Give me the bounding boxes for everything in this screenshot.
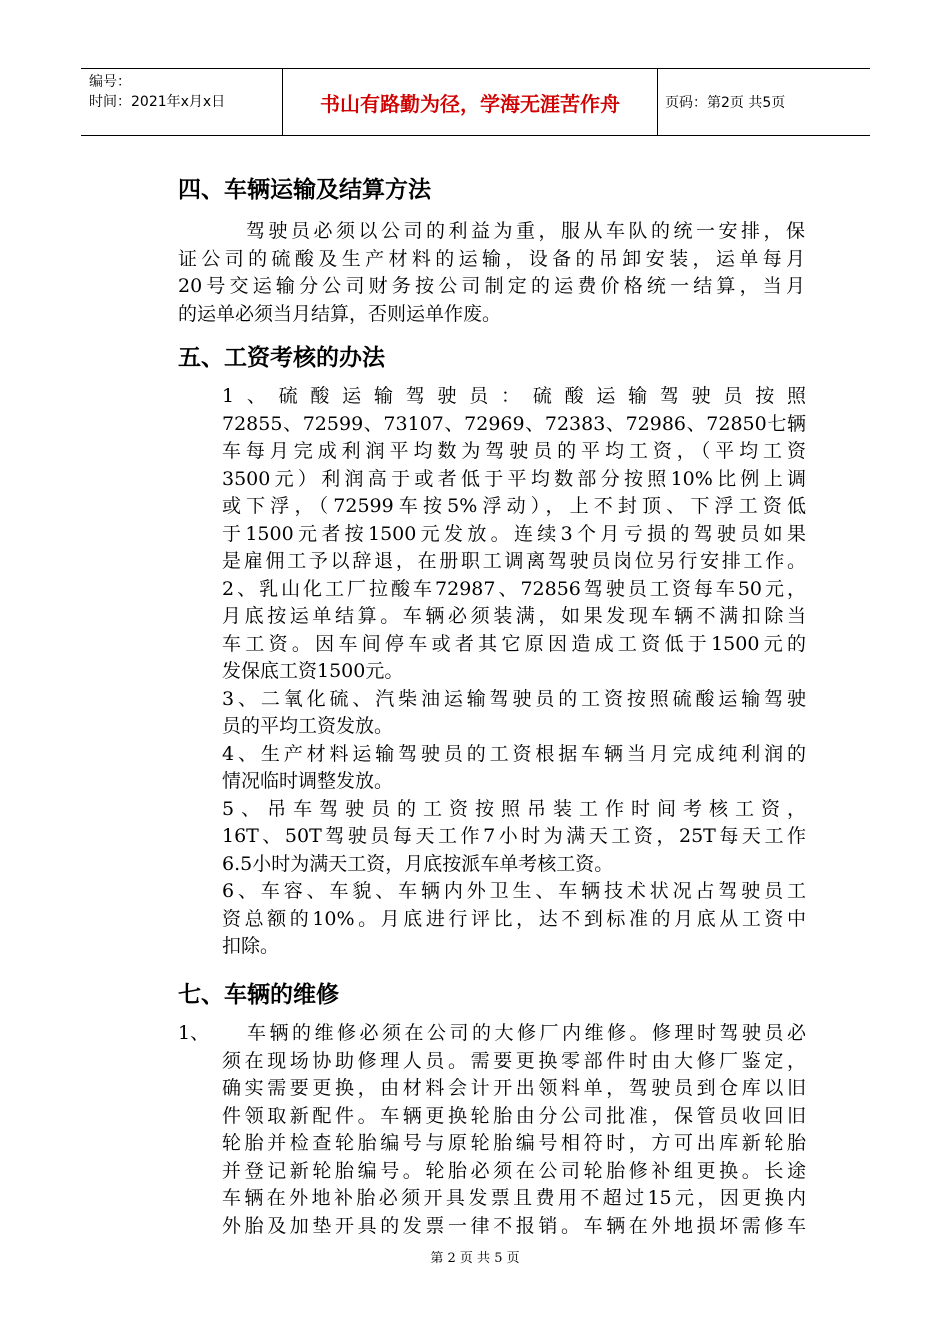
paragraph-line: 2、乳山化工厂拉酸车72987、72856驾驶员工资每车50元， <box>222 577 806 600</box>
document-header <box>81 68 870 136</box>
section-title: 七、车辆的维修 <box>178 982 339 1008</box>
paragraph-line: 确实需要更换，由材料会计开出领料单，驾驶员到仓库以旧 <box>222 1077 806 1099</box>
paragraph-line: 16T、50T驾驶员每天工作7小时为满天工资，25T每天工作 <box>222 825 806 847</box>
number-label: 编号： <box>89 74 131 90</box>
paragraph-line: 1、硫酸运输驾驶员：硫酸运输驾驶员按照 <box>222 385 806 407</box>
paragraph-line: 车辆在外地补胎必须开具发票且费用不超过15元，因更换内 <box>222 1187 806 1209</box>
paragraph-line: 72855、72599、73107、72969、72383、72986、72850七辆 <box>222 412 806 435</box>
paragraph-line: 车每月完成利润平均数为驾驶员的平均工资，（平均工资 <box>222 440 806 462</box>
paragraph-line: 发保底工资1500元。 <box>222 660 404 682</box>
paragraph-line: 件领取新配件。车辆更换轮胎由分公司批准，保管员收回旧 <box>222 1104 806 1127</box>
paragraph-line: 须在现场协助修理人员。需要更换零部件时由大修厂鉴定， <box>222 1049 806 1072</box>
section-paragraph <box>222 383 806 961</box>
paragraph-line: 车辆的维修必须在公司的大修厂内维修。修理时驾驶员必 <box>247 1022 806 1044</box>
paragraph-line: 驾驶员必须以公司的利益为重，服从车队的统一安排，保 <box>246 220 805 242</box>
paragraph-line: 证公司的硫酸及生产材料的运输，设备的吊卸安装，运单每月 <box>178 247 805 270</box>
header-motto: 书山有路勤为径，学海无涯苦作舟 <box>320 91 620 116</box>
paragraph-line: 并登记新轮胎编号。轮胎必须在公司轮胎修补组更换。长途 <box>222 1159 806 1182</box>
section-title: 五、工资考核的办法 <box>178 345 385 371</box>
paragraph-line: 20号交运输分公司财务按公司制定的运费价格统一结算，当月 <box>178 275 805 297</box>
section-paragraph <box>178 218 805 328</box>
paragraph-line: 3500元）利润高于或者低于平均数部分按照10%比例上调 <box>222 467 806 490</box>
header-meta <box>81 69 282 135</box>
section-title: 四、车辆运输及结算方法 <box>178 177 431 203</box>
paragraph-line: 3、二氧化硫、汽柴油运输驾驶员的工资按照硫酸运输驾驶 <box>222 687 806 710</box>
header-divider <box>657 69 658 135</box>
page-footer: 第 2 页 共 5 页 <box>430 1251 520 1266</box>
list-item-number: 1、 <box>178 1022 210 1044</box>
paragraph-line: 月底按运单结算。车辆必须装满，如果发现车辆不满扣除当 <box>222 605 806 627</box>
paragraph-line: 是雇佣工予以辞退，在册职工调离驾驶员岗位另行安排工作。 <box>222 550 806 572</box>
header-page-info: 页码：第2页 共5页 <box>665 95 786 111</box>
paragraph-line: 员的平均工资发放。 <box>222 715 394 737</box>
time-label: 时间：2021年x月x日 <box>89 94 226 110</box>
paragraph-line: 扣除。 <box>222 935 280 957</box>
paragraph-line: 车工资。因车间停车或者其它原因造成工资低于1500元的 <box>222 632 806 655</box>
paragraph-line: 情况临时调整发放。 <box>222 770 394 792</box>
paragraph-line: 4、生产材料运输驾驶员的工资根据车辆当月完成纯利润的 <box>222 742 806 765</box>
section-paragraph <box>222 1020 806 1240</box>
paragraph-line: 6、车容、车貌、车辆内外卫生、车辆技术状况占驾驶员工 <box>222 880 806 902</box>
paragraph-line: 5、吊车驾驶员的工资按照吊装工作时间考核工资， <box>222 797 806 820</box>
paragraph-line: 外胎及加垫开具的发票一律不报销。车辆在外地损坏需修车 <box>222 1214 806 1237</box>
paragraph-line: 或下浮，（72599车按5%浮动），上不封顶、下浮工资低 <box>222 495 806 517</box>
paragraph-line: 轮胎并检查轮胎编号与原轮胎编号相符时，方可出库新轮胎 <box>222 1132 806 1154</box>
paragraph-line: 6.5小时为满天工资，月底按派车单考核工资。 <box>222 852 614 875</box>
paragraph-line: 于1500元者按1500元发放。连续3个月亏损的驾驶员如果 <box>222 522 806 545</box>
paragraph-line: 资总额的10%。月底进行评比，达不到标准的月底从工资中 <box>222 907 806 930</box>
paragraph-line: 的运单必须当月结算，否则运单作废。 <box>178 302 502 325</box>
